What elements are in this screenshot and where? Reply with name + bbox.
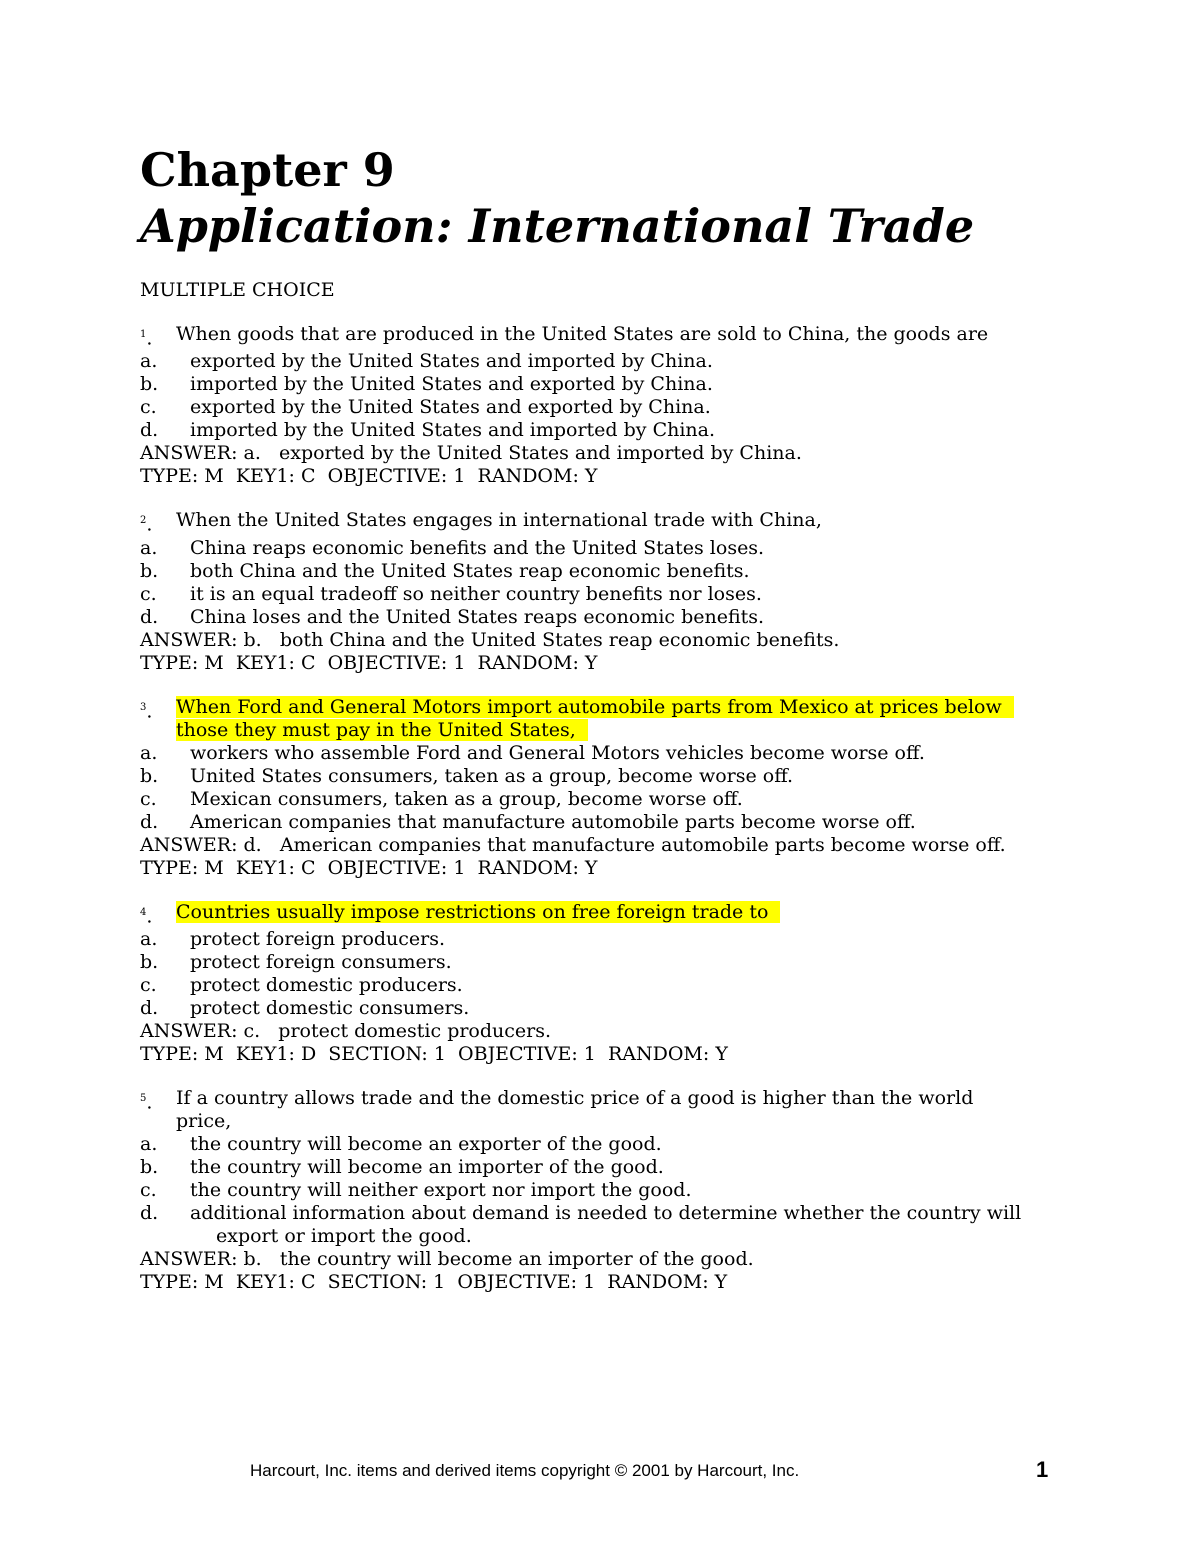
option-text-block — [190, 396, 1060, 419]
stem-line — [176, 719, 1060, 742]
option-letter: b. — [140, 764, 159, 787]
footer-copyright: Harcourt, Inc. items and derived items copyright © 2001 by Harcourt, Inc. — [250, 1461, 800, 1480]
question-stem — [140, 323, 1060, 350]
option-letter: c. — [140, 582, 157, 605]
option-text: United States consumers, taken as a group, become worse off. — [190, 764, 794, 787]
answer-line: ANSWER: d. American companies that manufacture automobile parts become worse off. — [140, 833, 1006, 856]
answer-option — [140, 951, 1060, 974]
answer-option — [140, 928, 1060, 951]
option-letter: a. — [140, 350, 158, 373]
option-text-continuation: export or import the good. — [216, 1224, 472, 1247]
answer-option — [140, 419, 1060, 442]
option-text: imported by the United States and exported by China. — [190, 373, 713, 396]
option-letter: a. — [140, 536, 158, 559]
answer-option — [140, 765, 1060, 788]
question-number-value: 5 — [140, 1092, 147, 1104]
question-stem-text — [176, 696, 1060, 742]
stem-line — [176, 1087, 1060, 1110]
option-text-block — [190, 997, 1060, 1020]
question-stem — [140, 901, 1060, 928]
answer-option — [140, 350, 1060, 373]
option-letter: d. — [140, 605, 159, 628]
option-text-block — [190, 1133, 1060, 1156]
option-text-block — [190, 583, 1060, 606]
question-number: $^3$. — [140, 699, 153, 722]
option-letter: b. — [140, 373, 159, 396]
option-text: Mexican consumers, taken as a group, become worse off. — [190, 787, 743, 810]
option-text-block — [190, 742, 1060, 765]
highlighted-text: Countries usually impose restrictions on free foreign trade to — [176, 901, 780, 923]
option-letter: d. — [140, 810, 159, 833]
option-text: additional information about demand is needed to determine whether the country will — [190, 1201, 1022, 1224]
answer-option — [140, 997, 1060, 1020]
option-text: American companies that manufacture automobile parts become worse off. — [190, 810, 916, 833]
answer-option — [140, 373, 1060, 396]
option-letter: a. — [140, 927, 158, 950]
answer-option — [140, 396, 1060, 419]
answer-line: ANSWER: a. exported by the United States and imported by China. — [140, 442, 802, 465]
option-text-block — [190, 419, 1060, 442]
option-letter: a. — [140, 741, 158, 764]
option-letter: d. — [140, 1201, 159, 1224]
highlighted-text: those they must pay in the United States, — [176, 719, 588, 741]
stem-line — [176, 323, 1060, 346]
option-text-block — [190, 537, 1060, 560]
question-4 — [140, 901, 1060, 1066]
option-text: China loses and the United States reaps economic benefits. — [190, 605, 765, 628]
stem-line — [176, 901, 1060, 924]
option-text: protect foreign producers. — [190, 927, 446, 950]
option-text-block — [190, 1156, 1060, 1179]
answer-line: ANSWER: c. protect domestic producers. — [140, 1019, 552, 1042]
option-text: protect domestic producers. — [190, 973, 463, 996]
question-stem — [140, 696, 1060, 742]
stem-line — [176, 1110, 1060, 1133]
question-metadata: TYPE: M KEY1: C OBJECTIVE: 1 RANDOM: Y — [140, 465, 598, 488]
option-letter: b. — [140, 1155, 159, 1178]
option-text-block — [190, 606, 1060, 629]
title-block — [140, 142, 974, 254]
option-text: exported by the United States and imported by China. — [190, 350, 713, 373]
option-text-block — [190, 1179, 1060, 1202]
chapter-title: Chapter 9 — [140, 143, 395, 197]
option-text-block — [190, 788, 1060, 811]
option-text-block — [190, 928, 1060, 951]
option-letter: c. — [140, 973, 157, 996]
question-number-value: 1 — [140, 329, 147, 340]
question-stem — [140, 509, 1060, 536]
option-text-block — [190, 951, 1060, 974]
question-number: $^4$. — [140, 904, 153, 927]
question-stem-text — [176, 509, 1060, 536]
option-text-block — [190, 1202, 1060, 1248]
option-text: both China and the United States reap economic benefits. — [190, 559, 750, 582]
option-text-block — [190, 811, 1060, 834]
answer-option — [140, 1202, 1060, 1248]
question-metadata: TYPE: M KEY1: C OBJECTIVE: 1 RANDOM: Y — [140, 856, 598, 879]
option-letter: a. — [140, 1132, 158, 1155]
page-number: 1 — [1036, 1457, 1049, 1482]
option-letter: b. — [140, 950, 159, 973]
option-text: China reaps economic benefits and the United States loses. — [190, 536, 765, 559]
answer-option — [140, 1133, 1060, 1156]
answer-option — [140, 811, 1060, 834]
answer-option — [140, 606, 1060, 629]
answer-option — [140, 788, 1060, 811]
option-text: the country will become an importer of the good. — [190, 1155, 664, 1178]
answer-option — [140, 1179, 1060, 1202]
answer-option — [140, 742, 1060, 765]
stem-text: When the United States engages in international trade with China, — [176, 509, 822, 532]
question-number: $^5$. — [140, 1091, 153, 1114]
option-letter: b. — [140, 559, 159, 582]
option-letter: d. — [140, 419, 159, 442]
question-3 — [140, 696, 1060, 880]
stem-line — [176, 696, 1060, 719]
stem-text: When goods that are produced in the United States are sold to China, the goods are — [176, 323, 989, 345]
stem-text: price, — [176, 1109, 232, 1132]
question-number-value: 4 — [140, 906, 147, 918]
option-text: workers who assemble Ford and General Motors vehicles become worse off. — [190, 741, 925, 764]
option-letter: c. — [140, 787, 157, 810]
chapter-subtitle: Application: International Trade — [140, 199, 975, 253]
answer-line: ANSWER: b. both China and the United States reap economic benefits. — [140, 628, 840, 651]
option-text-block — [190, 974, 1060, 997]
option-text: exported by the United States and exported by China. — [190, 396, 711, 419]
question-number-value: 2 — [140, 515, 147, 527]
question-number: $^1$. — [140, 327, 153, 350]
question-metadata: TYPE: M KEY1: D SECTION: 1 OBJECTIVE: 1 RANDOM: Y — [140, 1042, 728, 1065]
answer-line: ANSWER: b. the country will become an importer of the good. — [140, 1247, 754, 1270]
answer-option — [140, 974, 1060, 997]
answer-option — [140, 560, 1060, 583]
question-stem-text — [176, 323, 1060, 350]
option-text: it is an equal tradeoff so neither country benefits nor loses. — [190, 582, 762, 605]
answer-option — [140, 1156, 1060, 1179]
question-stem-text — [176, 901, 1060, 928]
question-stem-text — [176, 1087, 1060, 1133]
answer-option — [140, 583, 1060, 606]
question-metadata: TYPE: M KEY1: C OBJECTIVE: 1 RANDOM: Y — [140, 651, 598, 674]
question-stem — [140, 1087, 1060, 1133]
questions-container — [140, 323, 1060, 1294]
option-text: the country will become an exporter of the good. — [190, 1132, 662, 1155]
section-heading: MULTIPLE CHOICE — [140, 279, 335, 301]
option-letter: c. — [140, 396, 157, 419]
question-number: $^2$. — [140, 513, 153, 536]
option-text: protect foreign consumers. — [190, 950, 452, 973]
option-text: protect domestic consumers. — [190, 996, 470, 1019]
question-list — [140, 279, 1060, 1315]
option-text-block — [190, 350, 1060, 373]
stem-line — [176, 509, 1060, 532]
option-text-block — [190, 765, 1060, 788]
option-text: the country will neither export nor import the good. — [190, 1178, 692, 1201]
option-text-block — [190, 560, 1060, 583]
question-metadata: TYPE: M KEY1: C SECTION: 1 OBJECTIVE: 1 RANDOM: Y — [140, 1270, 728, 1293]
option-text: imported by the United States and imported by China. — [190, 419, 716, 442]
question-1 — [140, 323, 1060, 488]
option-text-block — [190, 373, 1060, 396]
question-number-value: 3 — [140, 701, 147, 713]
question-5 — [140, 1087, 1060, 1294]
highlighted-text: When Ford and General Motors import automobile parts from Mexico at prices below — [176, 696, 1014, 718]
option-letter: d. — [140, 996, 159, 1019]
answer-option — [140, 537, 1060, 560]
option-letter: c. — [140, 1178, 157, 1201]
stem-text: If a country allows trade and the domestic price of a good is higher than the world — [176, 1086, 974, 1109]
question-2 — [140, 509, 1060, 674]
